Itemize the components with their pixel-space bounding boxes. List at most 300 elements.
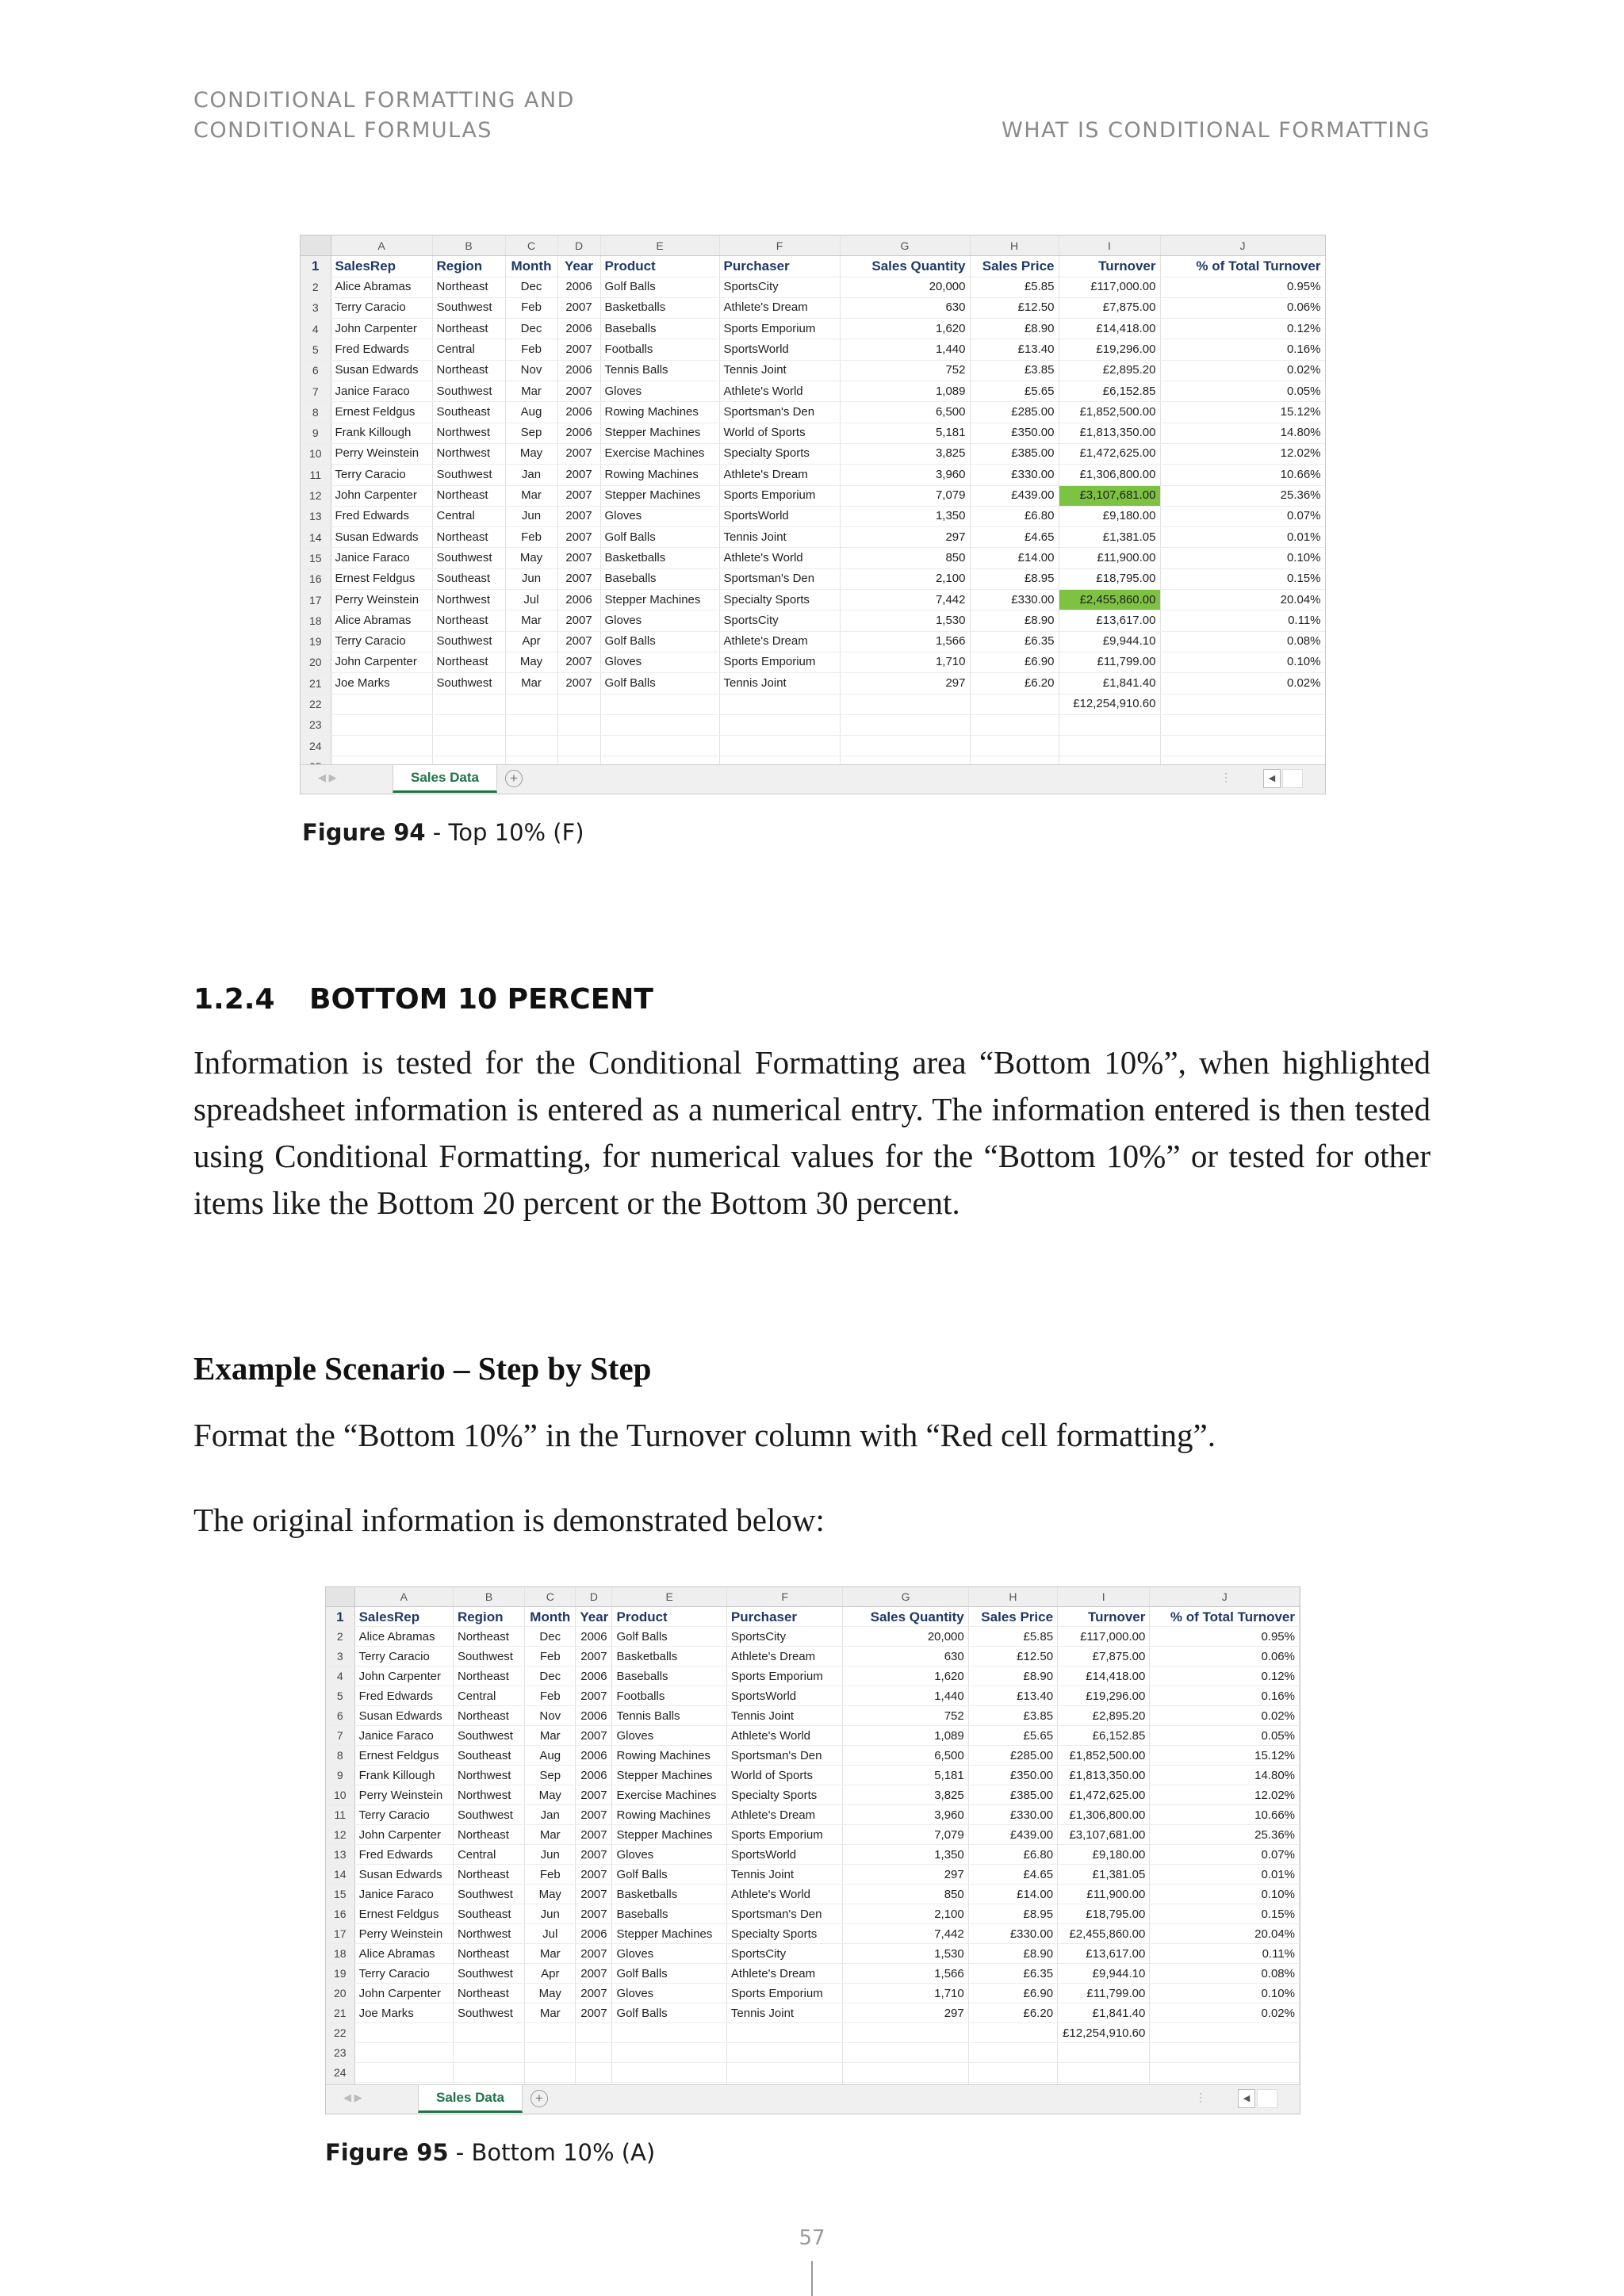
column-header-b[interactable]: B <box>453 1587 524 1607</box>
cell[interactable]: £6.20 <box>968 2003 1057 2023</box>
cell[interactable]: £9,944.10 <box>1058 1964 1150 1984</box>
header-cell[interactable]: % of Total Turnover <box>1150 1607 1300 1627</box>
cell[interactable]: £1,381.05 <box>1058 1865 1150 1885</box>
cell[interactable]: May <box>525 1885 576 1904</box>
cell[interactable]: Aug <box>505 402 557 423</box>
cell[interactable]: Aug <box>525 1746 576 1766</box>
header-cell[interactable]: Month <box>525 1607 576 1627</box>
cell[interactable]: Southeast <box>432 568 505 589</box>
row-number[interactable]: 16 <box>301 568 331 589</box>
cell[interactable] <box>719 714 840 735</box>
row-number[interactable]: 21 <box>326 2003 354 2023</box>
cell[interactable]: Specialty Sports <box>726 1924 842 1944</box>
sheet-nav-arrows[interactable]: ◀ ▶ <box>343 2091 362 2103</box>
cell[interactable]: 0.06% <box>1160 297 1325 318</box>
cell[interactable]: 2007 <box>557 297 600 318</box>
cell[interactable]: 2007 <box>576 1825 612 1845</box>
cell[interactable]: 25.36% <box>1160 485 1325 506</box>
cell[interactable] <box>840 714 970 735</box>
cell[interactable] <box>525 2063 576 2083</box>
cell[interactable]: Mar <box>505 485 557 506</box>
cell[interactable]: Southwest <box>432 297 505 318</box>
cell[interactable]: £4.65 <box>968 1865 1057 1885</box>
cell[interactable]: 0.01% <box>1150 1865 1300 1885</box>
cell[interactable]: 2007 <box>557 465 600 485</box>
cell[interactable]: £8.95 <box>970 568 1059 589</box>
cell[interactable]: 0.02% <box>1160 673 1325 694</box>
cell[interactable]: £3,107,681.00 <box>1059 485 1160 506</box>
cell[interactable]: Feb <box>505 527 557 548</box>
cell[interactable]: Ernest Feldgus <box>331 402 432 423</box>
cell[interactable]: £14.00 <box>970 548 1059 568</box>
sheet-tab-sales-data[interactable]: Sales Data <box>393 765 497 793</box>
cell[interactable] <box>505 714 557 735</box>
cell[interactable]: Mar <box>525 1944 576 1964</box>
cell[interactable]: £11,900.00 <box>1058 1885 1150 1904</box>
cell[interactable]: £6.90 <box>968 1984 1057 2003</box>
cell[interactable]: Mar <box>505 381 557 402</box>
cell[interactable]: £2,455,860.00 <box>1059 590 1160 610</box>
cell[interactable]: 0.06% <box>1150 1647 1300 1667</box>
cell[interactable]: Golf Balls <box>600 277 719 297</box>
cell[interactable]: £1,472,625.00 <box>1059 443 1160 464</box>
cell[interactable]: 2006 <box>576 1746 612 1766</box>
cell[interactable]: Sports Emporium <box>726 1667 842 1686</box>
cell[interactable]: Tennis Balls <box>600 360 719 381</box>
cell[interactable]: May <box>505 548 557 568</box>
header-cell[interactable]: Product <box>612 1607 726 1627</box>
row-number[interactable]: 12 <box>326 1825 354 1845</box>
cell[interactable]: Susan Edwards <box>354 1865 453 1885</box>
cell[interactable]: £5.65 <box>970 381 1059 402</box>
cell[interactable]: 2007 <box>557 673 600 694</box>
cell[interactable]: 1,620 <box>843 1667 968 1686</box>
cell[interactable] <box>1160 714 1325 735</box>
cell[interactable]: Gloves <box>612 1984 726 2003</box>
header-cell[interactable]: Month <box>505 256 557 277</box>
cell[interactable]: 2007 <box>557 485 600 506</box>
cell[interactable]: May <box>505 443 557 464</box>
cell[interactable]: £6,152.85 <box>1058 1726 1150 1746</box>
row-number[interactable]: 2 <box>301 277 331 297</box>
cell[interactable]: Ernest Feldgus <box>354 1904 453 1924</box>
cell[interactable]: 20.04% <box>1160 590 1325 610</box>
cell[interactable]: 0.16% <box>1150 1686 1300 1706</box>
cell[interactable]: 0.15% <box>1160 568 1325 589</box>
cell[interactable]: Jun <box>525 1845 576 1865</box>
cell[interactable]: Rowing Machines <box>600 465 719 485</box>
cell[interactable]: 2007 <box>557 506 600 526</box>
cell[interactable]: Gloves <box>600 652 719 672</box>
cell[interactable]: John Carpenter <box>331 485 432 506</box>
cell[interactable]: 2,100 <box>843 1904 968 1924</box>
cell[interactable]: 2007 <box>557 652 600 672</box>
cell[interactable]: SportsWorld <box>726 1686 842 1706</box>
cell[interactable]: Perry Weinstein <box>354 1924 453 1944</box>
cell[interactable]: 0.12% <box>1160 319 1325 339</box>
cell[interactable]: £117,000.00 <box>1058 1627 1150 1647</box>
column-header-h[interactable]: H <box>970 235 1059 256</box>
cell[interactable]: 7,079 <box>843 1825 968 1845</box>
cell[interactable]: Golf Balls <box>612 1964 726 1984</box>
cell[interactable] <box>968 2023 1057 2043</box>
cell[interactable]: £330.00 <box>970 465 1059 485</box>
cell[interactable]: £1,306,800.00 <box>1058 1805 1150 1825</box>
cell[interactable]: £9,180.00 <box>1059 506 1160 526</box>
cell[interactable]: SportsCity <box>719 610 840 631</box>
row-number[interactable]: 18 <box>326 1944 354 1964</box>
row-number[interactable]: 1 <box>326 1607 354 1627</box>
row-number[interactable]: 15 <box>301 548 331 568</box>
cell[interactable]: £6.80 <box>968 1845 1057 1865</box>
row-number[interactable]: 22 <box>301 694 331 714</box>
cell[interactable]: 850 <box>840 548 970 568</box>
header-cell[interactable]: Product <box>600 256 719 277</box>
cell[interactable]: Northeast <box>453 1825 524 1845</box>
cell[interactable]: Fred Edwards <box>331 339 432 360</box>
cell[interactable]: Sports Emporium <box>719 652 840 672</box>
cell[interactable]: £6.90 <box>970 652 1059 672</box>
cell[interactable]: Sports Emporium <box>726 1825 842 1845</box>
cell[interactable]: Golf Balls <box>600 527 719 548</box>
cell[interactable]: £11,799.00 <box>1059 652 1160 672</box>
cell[interactable]: 752 <box>840 360 970 381</box>
cell[interactable]: 0.95% <box>1160 277 1325 297</box>
cell[interactable]: £1,852,500.00 <box>1059 402 1160 423</box>
cell[interactable]: £11,799.00 <box>1058 1984 1150 2003</box>
cell[interactable] <box>970 694 1059 714</box>
cell[interactable]: Gloves <box>612 1944 726 1964</box>
cell[interactable]: £8.90 <box>968 1944 1057 1964</box>
cell[interactable]: £1,813,350.00 <box>1059 423 1160 443</box>
cell[interactable]: £117,000.00 <box>1059 277 1160 297</box>
cell[interactable] <box>576 2063 612 2083</box>
cell[interactable]: 2007 <box>557 610 600 631</box>
cell[interactable]: Southwest <box>432 631 505 652</box>
cell[interactable]: John Carpenter <box>354 1984 453 2003</box>
cell[interactable]: £6.20 <box>970 673 1059 694</box>
cell[interactable]: Dec <box>505 319 557 339</box>
column-header-a[interactable]: A <box>331 235 432 256</box>
cell[interactable] <box>576 2043 612 2063</box>
cell[interactable]: £7,875.00 <box>1059 297 1160 318</box>
cell[interactable]: 2007 <box>557 548 600 568</box>
cell[interactable]: Jul <box>505 590 557 610</box>
cell[interactable]: Terry Caracio <box>354 1647 453 1667</box>
cell[interactable] <box>600 714 719 735</box>
cell[interactable]: 0.08% <box>1160 631 1325 652</box>
cell[interactable]: £13,617.00 <box>1058 1944 1150 1964</box>
cell[interactable]: Jan <box>505 465 557 485</box>
cell[interactable] <box>843 2063 968 2083</box>
column-header-f[interactable]: F <box>719 235 840 256</box>
cell[interactable]: 6,500 <box>840 402 970 423</box>
cell[interactable]: £350.00 <box>968 1766 1057 1785</box>
cell[interactable]: 20,000 <box>840 277 970 297</box>
cell[interactable]: May <box>505 652 557 672</box>
cell[interactable] <box>557 694 600 714</box>
cell[interactable]: 0.05% <box>1160 381 1325 402</box>
cell[interactable]: Terry Caracio <box>331 631 432 652</box>
cell[interactable]: £6.35 <box>968 1964 1057 1984</box>
cell[interactable] <box>557 736 600 756</box>
cell[interactable]: Northeast <box>432 277 505 297</box>
row-number[interactable]: 18 <box>301 610 331 631</box>
column-header-c[interactable]: C <box>525 1587 576 1607</box>
cell[interactable]: 0.12% <box>1150 1667 1300 1686</box>
cell[interactable]: 297 <box>840 527 970 548</box>
cell[interactable]: Northeast <box>432 527 505 548</box>
add-sheet-icon[interactable]: + <box>530 2090 548 2107</box>
header-cell[interactable]: SalesRep <box>354 1607 453 1627</box>
cell[interactable] <box>970 736 1059 756</box>
cell[interactable]: 2007 <box>576 1904 612 1924</box>
cell[interactable]: Basketballs <box>612 1647 726 1667</box>
cell[interactable]: 2006 <box>557 277 600 297</box>
cell[interactable]: £13,617.00 <box>1059 610 1160 631</box>
cell[interactable]: 0.01% <box>1160 527 1325 548</box>
row-number[interactable]: 14 <box>326 1865 354 1885</box>
cell[interactable]: Tennis Balls <box>612 1706 726 1726</box>
cell[interactable]: 2007 <box>557 381 600 402</box>
cell[interactable]: 1,089 <box>843 1726 968 1746</box>
cell[interactable]: £13.40 <box>968 1686 1057 1706</box>
column-header-b[interactable]: B <box>432 235 505 256</box>
cell[interactable]: 7,442 <box>840 590 970 610</box>
cell[interactable]: 15.12% <box>1160 402 1325 423</box>
cell[interactable]: Basketballs <box>600 297 719 318</box>
cell[interactable]: £9,944.10 <box>1059 631 1160 652</box>
cell[interactable] <box>1150 2023 1300 2043</box>
cell[interactable]: Stepper Machines <box>612 1766 726 1785</box>
cell[interactable]: Athlete's World <box>719 381 840 402</box>
cell[interactable]: £1,381.05 <box>1059 527 1160 548</box>
cell[interactable]: Tennis Joint <box>719 527 840 548</box>
cell[interactable]: Ernest Feldgus <box>331 568 432 589</box>
cell[interactable]: SportsWorld <box>719 506 840 526</box>
column-header-g[interactable]: G <box>840 235 970 256</box>
header-cell[interactable]: Purchaser <box>726 1607 842 1627</box>
cell[interactable]: Southwest <box>432 548 505 568</box>
cell[interactable]: Northwest <box>432 590 505 610</box>
column-header-e[interactable]: E <box>600 235 719 256</box>
cell[interactable]: John Carpenter <box>354 1667 453 1686</box>
row-number[interactable]: 23 <box>326 2043 354 2063</box>
cell[interactable]: 2006 <box>576 1706 612 1726</box>
cell[interactable]: Athlete's Dream <box>726 1805 842 1825</box>
cell[interactable]: 12.02% <box>1160 443 1325 464</box>
row-number[interactable]: 17 <box>326 1924 354 1944</box>
cell[interactable]: Janice Faraco <box>354 1885 453 1904</box>
cell[interactable]: £19,296.00 <box>1059 339 1160 360</box>
cell[interactable]: Athlete's World <box>719 548 840 568</box>
cell[interactable] <box>1160 736 1325 756</box>
cell[interactable] <box>843 2043 968 2063</box>
row-number[interactable]: 22 <box>326 2023 354 2043</box>
cell[interactable]: Central <box>432 339 505 360</box>
cell[interactable]: 0.02% <box>1160 360 1325 381</box>
header-cell[interactable]: Turnover <box>1059 256 1160 277</box>
cell[interactable]: Apr <box>525 1964 576 1984</box>
cell[interactable] <box>453 2023 524 2043</box>
cell[interactable]: Baseballs <box>612 1667 726 1686</box>
cell[interactable]: £3,107,681.00 <box>1058 1825 1150 1845</box>
cell[interactable]: Northeast <box>453 1865 524 1885</box>
row-number[interactable]: 19 <box>301 631 331 652</box>
cell[interactable]: 2006 <box>557 360 600 381</box>
cell[interactable]: 20.04% <box>1150 1924 1300 1944</box>
cell[interactable]: Southwest <box>453 1964 524 1984</box>
cell[interactable] <box>726 2023 842 2043</box>
cell[interactable]: £12.50 <box>970 297 1059 318</box>
cell[interactable]: Northeast <box>453 1627 524 1647</box>
cell[interactable] <box>612 2043 726 2063</box>
row-number[interactable]: 11 <box>326 1805 354 1825</box>
cell[interactable]: Northeast <box>432 610 505 631</box>
add-sheet-icon[interactable]: + <box>505 770 523 787</box>
cell[interactable]: £4.65 <box>970 527 1059 548</box>
cell[interactable]: 25.36% <box>1150 1825 1300 1845</box>
cell[interactable]: £6.80 <box>970 506 1059 526</box>
cell[interactable]: £19,296.00 <box>1058 1686 1150 1706</box>
cell[interactable]: 2006 <box>557 423 600 443</box>
cell[interactable]: £285.00 <box>968 1746 1057 1766</box>
cell[interactable]: Feb <box>505 339 557 360</box>
cell[interactable]: 2007 <box>576 1805 612 1825</box>
header-cell[interactable]: Purchaser <box>719 256 840 277</box>
cell[interactable]: 5,181 <box>843 1766 968 1785</box>
column-header-g[interactable]: G <box>843 1587 968 1607</box>
cell[interactable]: £1,852,500.00 <box>1058 1746 1150 1766</box>
cell[interactable] <box>840 694 970 714</box>
cell[interactable]: Perry Weinstein <box>331 443 432 464</box>
cell[interactable] <box>843 2023 968 2043</box>
header-cell[interactable]: Region <box>432 256 505 277</box>
cell[interactable]: Northeast <box>453 1984 524 2003</box>
cell[interactable]: £14,418.00 <box>1058 1667 1150 1686</box>
cell[interactable]: 0.05% <box>1150 1726 1300 1746</box>
cell[interactable]: 1,710 <box>843 1984 968 2003</box>
cell[interactable] <box>970 714 1059 735</box>
cell[interactable]: £439.00 <box>968 1825 1057 1845</box>
column-header-i[interactable]: I <box>1058 1587 1150 1607</box>
cell[interactable]: 0.08% <box>1150 1964 1300 1984</box>
row-number[interactable]: 6 <box>326 1706 354 1726</box>
cell[interactable]: 0.11% <box>1150 1944 1300 1964</box>
cell[interactable] <box>600 694 719 714</box>
cell[interactable]: Central <box>432 506 505 526</box>
cell[interactable]: £7,875.00 <box>1058 1647 1150 1667</box>
column-header-e[interactable]: E <box>612 1587 726 1607</box>
row-number[interactable]: 6 <box>301 360 331 381</box>
cell[interactable]: Central <box>453 1845 524 1865</box>
cell[interactable]: Specialty Sports <box>719 443 840 464</box>
cell[interactable]: SportsCity <box>719 277 840 297</box>
cell[interactable]: Janice Faraco <box>331 381 432 402</box>
row-number[interactable]: 24 <box>301 736 331 756</box>
cell[interactable] <box>1150 2063 1300 2083</box>
header-cell[interactable]: Year <box>557 256 600 277</box>
cell[interactable]: Nov <box>525 1706 576 1726</box>
cell[interactable]: Feb <box>505 297 557 318</box>
header-cell[interactable]: Turnover <box>1058 1607 1150 1627</box>
cell[interactable]: Southwest <box>432 465 505 485</box>
cell[interactable]: 0.10% <box>1160 548 1325 568</box>
cell[interactable]: Fred Edwards <box>331 506 432 526</box>
cell[interactable]: 3,825 <box>843 1785 968 1805</box>
cell[interactable]: £3.85 <box>968 1706 1057 1726</box>
cell[interactable]: 2007 <box>557 631 600 652</box>
cell[interactable]: 297 <box>843 1865 968 1885</box>
cell[interactable]: 1,350 <box>843 1845 968 1865</box>
cell[interactable]: Sportsman's Den <box>719 402 840 423</box>
column-header-f[interactable]: F <box>726 1587 842 1607</box>
row-number[interactable]: 24 <box>326 2063 354 2083</box>
horizontal-scrollbar[interactable] <box>1282 769 1303 788</box>
cell[interactable]: Southeast <box>453 1746 524 1766</box>
cell[interactable]: £5.65 <box>968 1726 1057 1746</box>
cell[interactable]: Northwest <box>432 423 505 443</box>
row-number[interactable]: 9 <box>326 1766 354 1785</box>
column-header-d[interactable]: D <box>576 1587 612 1607</box>
column-header-i[interactable]: I <box>1059 235 1160 256</box>
cell[interactable]: Southwest <box>453 2003 524 2023</box>
cell[interactable]: 752 <box>843 1706 968 1726</box>
cell[interactable]: 7,442 <box>843 1924 968 1944</box>
cell[interactable]: Feb <box>525 1686 576 1706</box>
row-number[interactable]: 12 <box>301 485 331 506</box>
cell[interactable]: £2,895.20 <box>1058 1706 1150 1726</box>
row-number[interactable]: 4 <box>301 319 331 339</box>
cell[interactable]: Feb <box>525 1647 576 1667</box>
cell[interactable]: Ernest Feldgus <box>354 1746 453 1766</box>
cell[interactable]: Stepper Machines <box>612 1825 726 1845</box>
cell[interactable]: Janice Faraco <box>331 548 432 568</box>
cell[interactable]: Frank Killough <box>354 1766 453 1785</box>
total-cell[interactable]: £12,254,910.60 <box>1058 2023 1150 2043</box>
cell[interactable] <box>600 736 719 756</box>
cell[interactable]: 2006 <box>557 590 600 610</box>
cell[interactable]: 0.07% <box>1150 1845 1300 1865</box>
cell[interactable]: 3,825 <box>840 443 970 464</box>
row-number[interactable]: 10 <box>326 1785 354 1805</box>
cell[interactable]: 850 <box>843 1885 968 1904</box>
row-number[interactable]: 15 <box>326 1885 354 1904</box>
cell[interactable]: 2007 <box>576 1726 612 1746</box>
cell[interactable]: Gloves <box>600 610 719 631</box>
cell[interactable]: 0.10% <box>1150 1984 1300 2003</box>
row-number[interactable]: 19 <box>326 1964 354 1984</box>
header-cell[interactable]: Sales Quantity <box>843 1607 968 1627</box>
cell[interactable]: Southwest <box>453 1726 524 1746</box>
cell[interactable]: 2006 <box>557 402 600 423</box>
cell[interactable]: £1,472,625.00 <box>1058 1785 1150 1805</box>
cell[interactable]: Athlete's Dream <box>719 297 840 318</box>
sheet-tab-sales-data[interactable]: Sales Data <box>418 2085 523 2113</box>
row-number[interactable]: 8 <box>301 402 331 423</box>
cell[interactable]: 2006 <box>576 1924 612 1944</box>
cell[interactable]: £18,795.00 <box>1058 1904 1150 1924</box>
cell[interactable]: Terry Caracio <box>331 465 432 485</box>
cell[interactable] <box>1160 694 1325 714</box>
cell[interactable]: 0.07% <box>1160 506 1325 526</box>
cell[interactable]: Baseballs <box>600 568 719 589</box>
cell[interactable]: 1,530 <box>843 1944 968 1964</box>
cell[interactable]: Joe Marks <box>331 673 432 694</box>
cell[interactable] <box>354 2043 453 2063</box>
column-header-c[interactable]: C <box>505 235 557 256</box>
cell[interactable]: £6,152.85 <box>1059 381 1160 402</box>
